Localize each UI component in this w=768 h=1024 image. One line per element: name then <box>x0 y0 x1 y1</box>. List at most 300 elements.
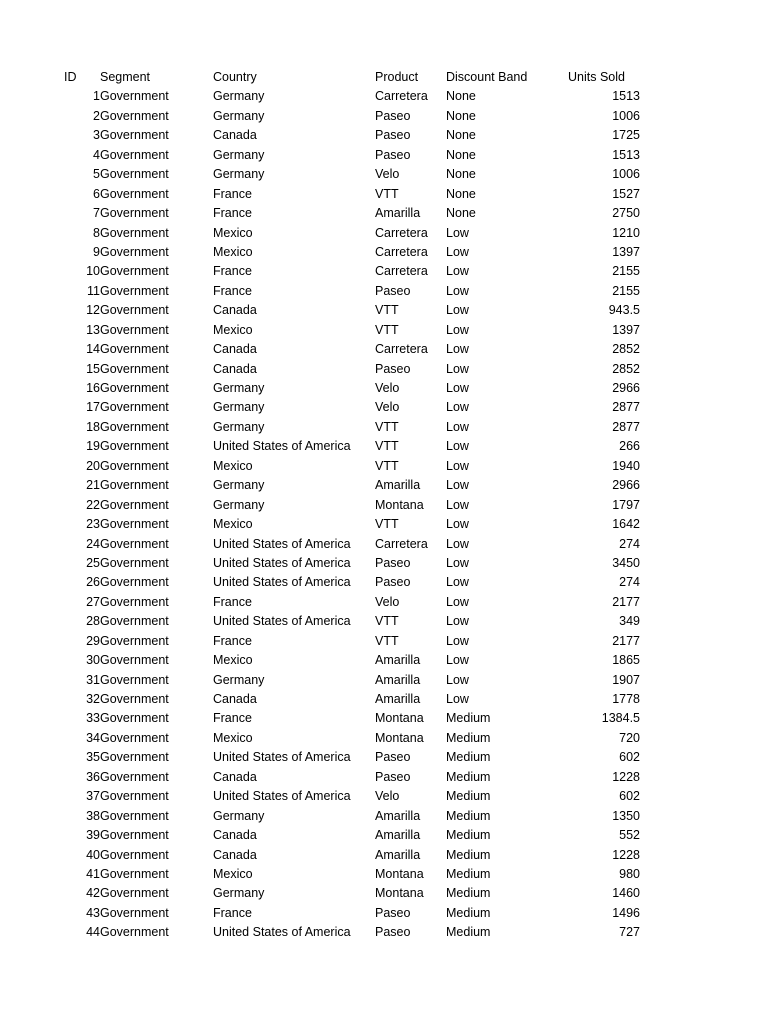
column-header-discount-band: Discount Band <box>446 70 528 84</box>
cell-country: Mexico <box>213 730 253 745</box>
cell-country: Mexico <box>213 653 253 668</box>
cell-country: Mexico <box>213 322 253 337</box>
cell-id: 22 <box>86 497 100 512</box>
cell-country: France <box>213 594 252 609</box>
cell-segment: Government <box>100 866 169 881</box>
column-header-units-sold: Units Sold <box>568 70 625 84</box>
cell-discount-band: None <box>446 206 476 221</box>
cell-country: Canada <box>213 342 257 357</box>
cell-country: Germany <box>213 381 265 395</box>
table-row <box>0 87 640 106</box>
cell-units-sold: 2177 <box>612 594 640 609</box>
table-row <box>0 593 640 612</box>
cell-id: 13 <box>86 322 100 337</box>
table-row <box>0 476 640 495</box>
cell-product: VTT <box>375 439 399 454</box>
cell-country: France <box>213 264 252 279</box>
cell-product: Carretera <box>375 225 428 240</box>
cell-segment: Government <box>100 206 169 221</box>
cell-discount-band: None <box>446 108 476 123</box>
cell-discount-band: Low <box>446 439 469 454</box>
cell-units-sold: 1228 <box>612 847 640 862</box>
cell-id: 29 <box>86 633 100 648</box>
cell-units-sold: 3450 <box>612 555 640 570</box>
cell-units-sold: 1397 <box>612 244 640 259</box>
cell-id: 32 <box>86 692 100 706</box>
cell-id: 35 <box>86 750 100 765</box>
cell-id: 37 <box>86 789 100 804</box>
column-header-country: Country <box>213 70 257 84</box>
cell-product: VTT <box>375 303 399 318</box>
cell-discount-band: Medium <box>446 711 491 726</box>
cell-product: Amarilla <box>375 206 421 221</box>
cell-units-sold: 1725 <box>612 128 640 143</box>
cell-segment: Government <box>100 303 169 318</box>
cell-units-sold: 2966 <box>612 381 640 395</box>
cell-country: France <box>213 206 252 221</box>
cell-discount-band: Medium <box>446 905 491 920</box>
cell-units-sold: 1228 <box>612 769 640 784</box>
cell-country: Germany <box>213 167 265 182</box>
cell-segment: Government <box>100 750 169 765</box>
cell-discount-band: Low <box>446 419 469 434</box>
cell-id: 8 <box>93 225 100 240</box>
cell-discount-band: Medium <box>446 886 491 901</box>
table-row <box>0 515 640 534</box>
cell-units-sold: 943.5 <box>608 303 640 318</box>
cell-country: France <box>213 905 252 920</box>
cell-discount-band: Low <box>446 342 469 357</box>
cell-id: 2 <box>93 108 100 123</box>
table-row <box>0 243 640 262</box>
cell-segment: Government <box>100 419 169 434</box>
cell-country: United States of America <box>213 536 351 551</box>
cell-product: Carretera <box>375 342 428 357</box>
cell-discount-band: None <box>446 128 476 143</box>
cell-units-sold: 1940 <box>612 458 640 473</box>
cell-product: Paseo <box>375 108 411 123</box>
cell-product: Paseo <box>375 905 411 920</box>
cell-segment: Government <box>100 478 169 493</box>
cell-country: Mexico <box>213 866 253 881</box>
cell-product: VTT <box>375 614 399 629</box>
cell-units-sold: 1384.5 <box>601 711 640 726</box>
cell-product: VTT <box>375 458 399 473</box>
cell-discount-band: Low <box>446 614 469 629</box>
cell-id: 38 <box>86 808 100 823</box>
cell-discount-band: Low <box>446 322 469 337</box>
cell-units-sold: 1460 <box>612 886 640 901</box>
cell-product: Paseo <box>375 750 411 765</box>
cell-units-sold: 2155 <box>612 283 640 298</box>
cell-id: 36 <box>86 769 100 784</box>
table-row <box>0 904 640 923</box>
cell-units-sold: 2852 <box>612 342 640 357</box>
cell-units-sold: 349 <box>619 614 640 629</box>
cell-segment: Government <box>100 439 169 454</box>
table-row <box>0 185 640 204</box>
cell-id: 12 <box>86 303 100 318</box>
cell-discount-band: None <box>446 89 476 104</box>
cell-units-sold: 1778 <box>612 692 640 706</box>
cell-product: Amarilla <box>375 653 421 668</box>
cell-product: Velo <box>375 167 400 182</box>
cell-id: 3 <box>93 128 100 143</box>
cell-country: Germany <box>213 672 265 687</box>
cell-segment: Government <box>100 672 169 687</box>
cell-discount-band: Low <box>446 633 469 648</box>
cell-segment: Government <box>100 789 169 804</box>
cell-discount-band: Low <box>446 303 469 318</box>
table-row <box>0 282 640 301</box>
cell-product: Velo <box>375 381 400 395</box>
cell-discount-band: Medium <box>446 750 491 765</box>
column-header-id: ID <box>64 70 77 84</box>
cell-discount-band: Low <box>446 692 469 706</box>
table-row <box>0 418 640 437</box>
cell-segment: Government <box>100 536 169 551</box>
cell-segment: Government <box>100 283 169 298</box>
cell-country: United States of America <box>213 575 351 590</box>
cell-country: United States of America <box>213 555 351 570</box>
cell-segment: Government <box>100 147 169 162</box>
cell-country: United States of America <box>213 925 351 940</box>
cell-product: VTT <box>375 186 399 201</box>
cell-country: Germany <box>213 400 265 415</box>
cell-country: Mexico <box>213 458 253 473</box>
table-row <box>0 748 640 767</box>
cell-id: 41 <box>86 866 100 881</box>
cell-segment: Government <box>100 633 169 648</box>
cell-segment: Government <box>100 808 169 823</box>
cell-product: Paseo <box>375 575 411 590</box>
cell-product: Amarilla <box>375 847 421 862</box>
cell-units-sold: 266 <box>619 439 640 454</box>
cell-country: Mexico <box>213 517 253 532</box>
cell-product: VTT <box>375 419 399 434</box>
cell-id: 24 <box>86 536 100 551</box>
cell-units-sold: 1907 <box>612 672 640 687</box>
table-row <box>0 709 640 728</box>
table-body <box>0 87 640 942</box>
cell-segment: Government <box>100 730 169 745</box>
cell-product: Carretera <box>375 244 428 259</box>
cell-segment: Government <box>100 244 169 259</box>
cell-units-sold: 602 <box>619 750 640 765</box>
cell-country: Mexico <box>213 244 253 259</box>
cell-discount-band: Medium <box>446 769 491 784</box>
table-row <box>0 204 640 223</box>
cell-id: 31 <box>86 672 100 687</box>
cell-segment: Government <box>100 128 169 143</box>
cell-country: Canada <box>213 828 257 843</box>
cell-discount-band: Low <box>446 381 469 395</box>
table-row <box>0 126 640 145</box>
cell-units-sold: 1350 <box>612 808 640 823</box>
cell-id: 15 <box>86 361 100 376</box>
cell-country: Germany <box>213 886 265 901</box>
cell-units-sold: 2852 <box>612 361 640 376</box>
cell-product: Montana <box>375 730 424 745</box>
cell-segment: Government <box>100 614 169 629</box>
cell-discount-band: None <box>446 167 476 182</box>
cell-country: Canada <box>213 128 257 143</box>
spreadsheet-page <box>0 68 768 943</box>
table-row <box>0 554 640 573</box>
table-row <box>0 301 640 320</box>
cell-discount-band: Low <box>446 594 469 609</box>
cell-segment: Government <box>100 692 169 706</box>
cell-product: Carretera <box>375 264 428 279</box>
table-row <box>0 496 640 515</box>
cell-segment: Government <box>100 925 169 940</box>
cell-id: 5 <box>93 167 100 182</box>
cell-product: Amarilla <box>375 672 421 687</box>
cell-id: 42 <box>86 886 100 901</box>
column-header-segment: Segment <box>100 70 151 84</box>
cell-country: Germany <box>213 808 265 823</box>
cell-country: Canada <box>213 769 257 784</box>
cell-id: 7 <box>93 206 100 221</box>
cell-country: Germany <box>213 419 265 434</box>
cell-product: Velo <box>375 400 400 415</box>
cell-id: 1 <box>93 89 100 104</box>
cell-discount-band: Low <box>446 517 469 532</box>
cell-units-sold: 1496 <box>612 905 640 920</box>
table-row <box>0 651 640 670</box>
cell-units-sold: 2750 <box>612 206 640 221</box>
cell-id: 23 <box>86 517 100 532</box>
cell-segment: Government <box>100 653 169 668</box>
table-row <box>0 321 640 340</box>
cell-product: VTT <box>375 322 399 337</box>
cell-segment: Government <box>100 905 169 920</box>
cell-id: 21 <box>86 478 100 493</box>
cell-units-sold: 1210 <box>612 225 640 240</box>
cell-segment: Government <box>100 828 169 843</box>
table-row <box>0 224 640 243</box>
table-row <box>0 107 640 126</box>
cell-units-sold: 1513 <box>612 89 640 104</box>
cell-discount-band: Low <box>446 244 469 259</box>
table-row <box>0 612 640 631</box>
cell-discount-band: Low <box>446 536 469 551</box>
table-row <box>0 923 640 942</box>
header-row <box>0 68 640 87</box>
table-row <box>0 846 640 865</box>
cell-product: Paseo <box>375 147 411 162</box>
cell-id: 43 <box>86 905 100 920</box>
cell-discount-band: Low <box>446 283 469 298</box>
cell-id: 4 <box>93 147 100 162</box>
cell-discount-band: Low <box>446 497 469 512</box>
table-row <box>0 826 640 845</box>
cell-id: 9 <box>93 244 100 259</box>
cell-segment: Government <box>100 847 169 862</box>
cell-units-sold: 2877 <box>612 400 640 415</box>
cell-segment: Government <box>100 711 169 726</box>
cell-discount-band: Low <box>446 555 469 570</box>
cell-segment: Government <box>100 497 169 512</box>
cell-discount-band: Low <box>446 225 469 240</box>
cell-discount-band: Medium <box>446 925 491 940</box>
cell-units-sold: 602 <box>619 789 640 804</box>
table-row <box>0 165 640 184</box>
table-row <box>0 884 640 903</box>
cell-id: 19 <box>86 439 100 454</box>
cell-product: Velo <box>375 594 400 609</box>
cell-discount-band: Medium <box>446 730 491 745</box>
cell-product: Amarilla <box>375 828 421 843</box>
cell-units-sold: 552 <box>619 828 640 843</box>
table-row <box>0 398 640 417</box>
cell-units-sold: 720 <box>619 730 640 745</box>
cell-discount-band: Low <box>446 361 469 376</box>
cell-segment: Government <box>100 322 169 337</box>
cell-segment: Government <box>100 108 169 123</box>
cell-discount-band: Low <box>446 575 469 590</box>
cell-units-sold: 1865 <box>612 653 640 668</box>
cell-product: Montana <box>375 711 424 726</box>
cell-units-sold: 274 <box>619 536 640 551</box>
cell-segment: Government <box>100 361 169 376</box>
cell-product: Paseo <box>375 555 411 570</box>
cell-segment: Government <box>100 769 169 784</box>
cell-segment: Government <box>100 264 169 279</box>
cell-product: Paseo <box>375 283 411 298</box>
cell-product: Paseo <box>375 128 411 143</box>
table-row <box>0 787 640 806</box>
cell-country: Germany <box>213 478 265 493</box>
cell-segment: Government <box>100 167 169 182</box>
cell-segment: Government <box>100 517 169 532</box>
cell-product: Amarilla <box>375 478 421 493</box>
table-row <box>0 457 640 476</box>
cell-units-sold: 2966 <box>612 478 640 493</box>
cell-product: Paseo <box>375 769 411 784</box>
cell-discount-band: None <box>446 186 476 201</box>
cell-segment: Government <box>100 342 169 357</box>
cell-discount-band: None <box>446 147 476 162</box>
cell-product: Carretera <box>375 89 428 104</box>
cell-units-sold: 1397 <box>612 322 640 337</box>
cell-product: VTT <box>375 517 399 532</box>
cell-country: Canada <box>213 361 257 376</box>
cell-product: Montana <box>375 497 424 512</box>
table-row <box>0 360 640 379</box>
cell-country: United States of America <box>213 750 351 765</box>
cell-id: 6 <box>93 186 100 201</box>
cell-id: 10 <box>86 264 100 279</box>
cell-country: United States of America <box>213 439 351 454</box>
cell-product: Velo <box>375 789 400 804</box>
cell-units-sold: 2177 <box>612 633 640 648</box>
cell-id: 26 <box>86 575 100 590</box>
cell-id: 39 <box>86 828 100 843</box>
cell-country: Germany <box>213 497 265 512</box>
cell-segment: Government <box>100 89 169 104</box>
cell-country: France <box>213 186 252 201</box>
cell-segment: Government <box>100 575 169 590</box>
cell-product: Amarilla <box>375 808 421 823</box>
cell-country: United States of America <box>213 614 351 629</box>
cell-country: Mexico <box>213 225 253 240</box>
cell-product: Montana <box>375 886 424 901</box>
table-row <box>0 632 640 651</box>
cell-segment: Government <box>100 381 169 395</box>
cell-segment: Government <box>100 886 169 901</box>
cell-id: 34 <box>86 730 100 745</box>
cell-units-sold: 1513 <box>612 147 640 162</box>
sales-table <box>0 68 640 943</box>
cell-country: Germany <box>213 89 265 104</box>
cell-id: 17 <box>86 400 100 415</box>
cell-segment: Government <box>100 594 169 609</box>
cell-country: Canada <box>213 692 257 706</box>
cell-discount-band: Low <box>446 672 469 687</box>
cell-segment: Government <box>100 458 169 473</box>
column-header-product: Product <box>375 70 419 84</box>
cell-discount-band: Medium <box>446 847 491 862</box>
cell-units-sold: 1642 <box>612 517 640 532</box>
cell-product: VTT <box>375 633 399 648</box>
cell-units-sold: 1006 <box>612 167 640 182</box>
cell-id: 14 <box>86 342 100 357</box>
cell-id: 44 <box>86 925 100 940</box>
table-row <box>0 768 640 787</box>
table-row <box>0 671 640 690</box>
cell-country: France <box>213 633 252 648</box>
table-row <box>0 865 640 884</box>
cell-discount-band: Low <box>446 653 469 668</box>
cell-id: 27 <box>86 594 100 609</box>
cell-id: 18 <box>86 419 100 434</box>
cell-id: 20 <box>86 458 100 473</box>
cell-units-sold: 2155 <box>612 264 640 279</box>
cell-discount-band: Medium <box>446 808 491 823</box>
cell-product: Montana <box>375 866 424 881</box>
table-row <box>0 535 640 554</box>
table-row <box>0 146 640 165</box>
cell-units-sold: 1006 <box>612 108 640 123</box>
table-row <box>0 729 640 748</box>
table-row <box>0 690 640 709</box>
cell-country: Germany <box>213 108 265 123</box>
cell-units-sold: 1527 <box>612 186 640 201</box>
cell-product: Amarilla <box>375 692 421 706</box>
cell-id: 40 <box>86 847 100 862</box>
cell-units-sold: 727 <box>619 925 640 940</box>
cell-discount-band: Medium <box>446 866 491 881</box>
cell-id: 11 <box>87 283 100 298</box>
cell-id: 30 <box>86 653 100 668</box>
cell-id: 16 <box>86 381 100 395</box>
table-row <box>0 807 640 826</box>
cell-units-sold: 274 <box>619 575 640 590</box>
table-row <box>0 340 640 359</box>
cell-country: Germany <box>213 147 265 162</box>
cell-country: Canada <box>213 847 257 862</box>
cell-id: 33 <box>86 711 100 726</box>
cell-country: France <box>213 283 252 298</box>
cell-country: France <box>213 711 252 726</box>
cell-segment: Government <box>100 225 169 240</box>
cell-discount-band: Low <box>446 458 469 473</box>
cell-discount-band: Low <box>446 478 469 493</box>
cell-discount-band: Medium <box>446 828 491 843</box>
cell-segment: Government <box>100 400 169 415</box>
cell-units-sold: 980 <box>619 866 640 881</box>
